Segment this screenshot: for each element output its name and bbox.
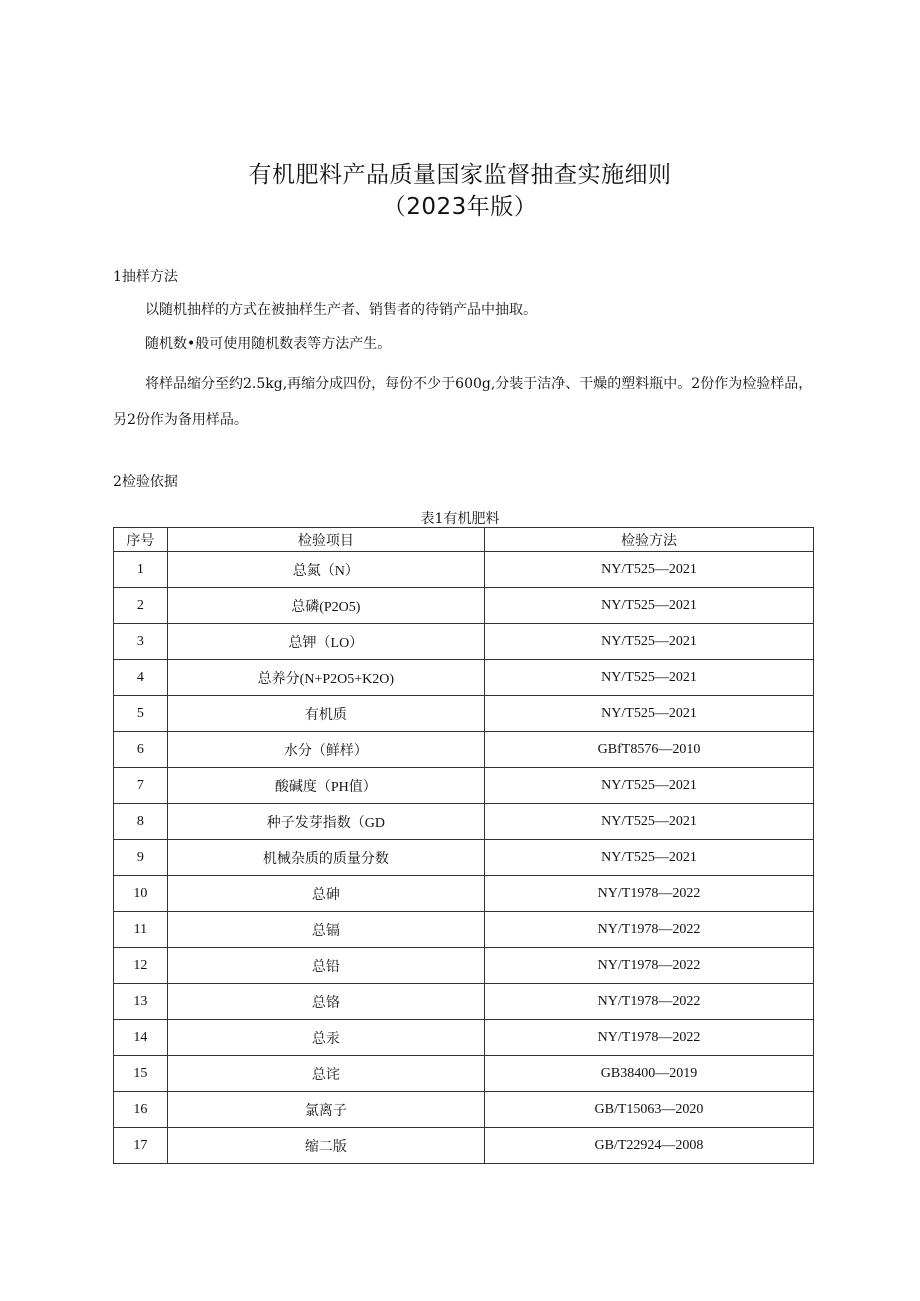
table-caption: 表1有机肥料 <box>420 511 500 527</box>
cell-method: NY/T1978—2022 <box>485 876 814 912</box>
cell-item: 酸碱度（PH值） <box>167 768 484 804</box>
cell-method: NY/T1978—2022 <box>485 912 814 948</box>
cell-method: NY/T525—2021 <box>485 552 814 588</box>
cell-number: 3 <box>114 624 168 660</box>
table-row <box>114 552 814 588</box>
table-row <box>114 732 814 768</box>
cell-method: NY/T525—2021 <box>485 624 814 660</box>
cell-number: 16 <box>114 1092 168 1128</box>
cell-number: 4 <box>114 660 168 696</box>
cell-method: NY/T525—2021 <box>485 804 814 840</box>
cell-method: NY/T525—2021 <box>485 840 814 876</box>
cell-method: GB/T15063—2020 <box>485 1092 814 1128</box>
cell-item: 总砷 <box>167 876 484 912</box>
cell-item: 总铅 <box>167 948 484 984</box>
table-row <box>114 624 814 660</box>
cell-item: 总钾（LO） <box>167 624 484 660</box>
inspection-table <box>113 527 814 1164</box>
table-row <box>114 804 814 840</box>
table-body <box>114 552 814 1164</box>
section-heading-sampling: 1抽样方法 <box>113 269 178 285</box>
cell-method: NY/T525—2021 <box>485 696 814 732</box>
paragraph-random-number: 随机数•般可使用随机数表等方法产生。 <box>145 336 392 352</box>
cell-item: 水分（鲜样） <box>167 732 484 768</box>
section-heading-basis: 2检验依据 <box>113 474 178 490</box>
table-row <box>114 1092 814 1128</box>
table-row <box>114 984 814 1020</box>
cell-item: 缩二版 <box>167 1128 484 1164</box>
cell-item: 总磷(P2O5) <box>167 588 484 624</box>
table-row <box>114 1128 814 1164</box>
cell-item: 总氮（N） <box>167 552 484 588</box>
table-header-row <box>114 528 814 552</box>
table-row <box>114 660 814 696</box>
cell-number: 11 <box>114 912 168 948</box>
cell-method: NY/T1978—2022 <box>485 1020 814 1056</box>
cell-item: 总诧 <box>167 1056 484 1092</box>
cell-method: NY/T1978—2022 <box>485 948 814 984</box>
header-number: 序号 <box>114 528 168 552</box>
cell-number: 5 <box>114 696 168 732</box>
table-row <box>114 948 814 984</box>
cell-item: 总汞 <box>167 1020 484 1056</box>
cell-number: 14 <box>114 1020 168 1056</box>
table-row <box>114 912 814 948</box>
cell-item: 总铬 <box>167 984 484 1020</box>
cell-item: 机械杂质的质量分数 <box>167 840 484 876</box>
table-row <box>114 588 814 624</box>
header-item: 检验项目 <box>167 528 484 552</box>
cell-number: 12 <box>114 948 168 984</box>
cell-number: 17 <box>114 1128 168 1164</box>
cell-number: 10 <box>114 876 168 912</box>
cell-item: 有机质 <box>167 696 484 732</box>
cell-item: 总镉 <box>167 912 484 948</box>
header-method: 检验方法 <box>485 528 814 552</box>
table-row <box>114 876 814 912</box>
cell-item: 总养分(N+P2O5+K2O) <box>167 660 484 696</box>
cell-number: 8 <box>114 804 168 840</box>
cell-number: 1 <box>114 552 168 588</box>
cell-method: GBfT8576—2010 <box>485 732 814 768</box>
cell-number: 2 <box>114 588 168 624</box>
cell-number: 13 <box>114 984 168 1020</box>
document-title: 有机肥料产品质量国家监督抽查实施细则 <box>248 162 672 188</box>
table-row <box>114 840 814 876</box>
cell-method: NY/T525—2021 <box>485 588 814 624</box>
cell-number: 6 <box>114 732 168 768</box>
document-subtitle: （2023年版） <box>382 194 538 220</box>
table-row <box>114 1020 814 1056</box>
table-row <box>114 1056 814 1092</box>
cell-number: 15 <box>114 1056 168 1092</box>
cell-method: NY/T525—2021 <box>485 768 814 804</box>
cell-method: NY/T1978—2022 <box>485 984 814 1020</box>
cell-number: 7 <box>114 768 168 804</box>
cell-method: GB38400—2019 <box>485 1056 814 1092</box>
cell-method: NY/T525—2021 <box>485 660 814 696</box>
table-row <box>114 696 814 732</box>
cell-item: 种子发芽指数（GD <box>167 804 484 840</box>
cell-method: GB/T22924—2008 <box>485 1128 814 1164</box>
table-row <box>114 768 814 804</box>
cell-number: 9 <box>114 840 168 876</box>
paragraph-sample-division: 将样品缩分至约2.5kg,再缩分成四份，每份不少于600g,分装于洁净、干燥的塑料瓶中。2份作为检验样品，另2份作为备用样品。 <box>113 376 813 428</box>
cell-item: 氯离子 <box>167 1092 484 1128</box>
paragraph-sampling-method: 以随机抽样的方式在被抽样生产者、销售者的待销产品中抽取。 <box>145 302 537 318</box>
